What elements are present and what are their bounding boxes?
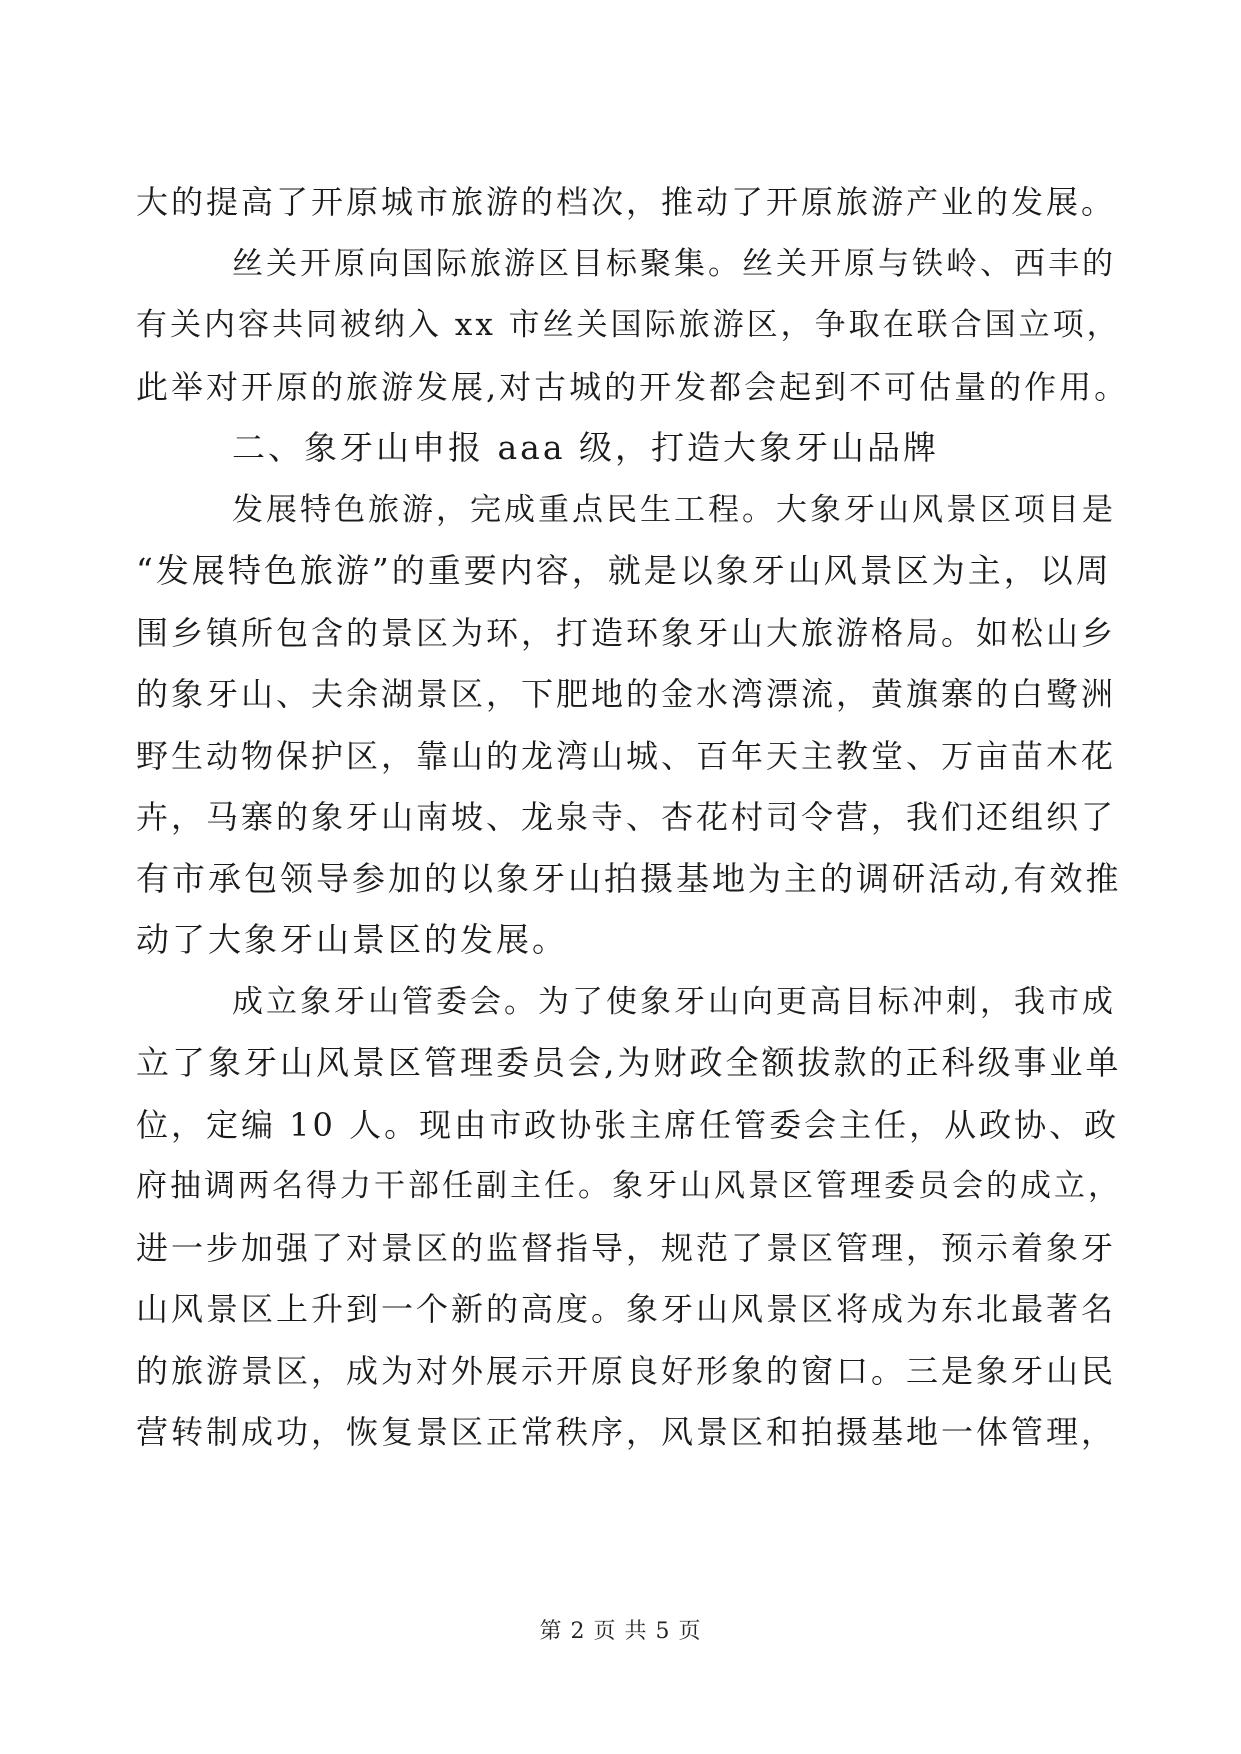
text-line: 此举对开原的旅游发展,对古城的开发都会起到不可估量的作用。 [136,368,1130,406]
text-line: 有关内容共同被纳入 xx 市丝关国际旅游区，争取在联合国立项， [136,307,1121,343]
text-line: 位，定编 10 人。现由市政协张主席任管委会主任，从政协、政 [136,1106,1120,1144]
text-line: 立了象牙山风景区管理委员会,为财政全额拔款的正科级事业单 [136,1043,1122,1082]
text-line: 动了大象牙山景区的发展。 [136,920,568,959]
text-line: 有市承包领导参加的以象牙山拍摄基地为主的调研活动,有效推 [136,859,1122,898]
text-line: 围乡镇所包含的景区为环，打造环象牙山大旅游格局。如松山乡 [136,614,1117,652]
text-line: “发展特色旅游”的重要内容，就是以象牙山风景区为主，以周 [136,551,1112,590]
text-line: 营转制成功，恢复景区正常秩序，风景区和拍摄基地一体管理， [136,1413,1117,1451]
text-line: 发展特色旅游，完成重点民生工程。大象牙山风景区项目是 [232,492,1116,528]
text-line: 丝关开原向国际旅游区目标聚集。丝关开原与铁岭、西丰的 [232,246,1116,282]
text-line: 野生动物保护区，靠山的龙湾山城、百年天主教堂、万亩苗木花 [136,737,1117,775]
text-line: 的旅游景区，成为对外展示开原良好形象的窗口。三是象牙山民 [136,1352,1117,1390]
text-line: 大的提高了开原城市旅游的档次，推动了开原旅游产业的发展。 [136,183,1117,221]
text-line: 的象牙山、夫余湖景区，下肥地的金水湾漂流，黄旗寨的白鹭洲 [136,675,1117,713]
page-footer: 第 2 页 共 5 页 [539,1619,702,1644]
text-line: 卉，马寨的象牙山南坡、龙泉寺、杏花村司令营，我们还组织了 [136,798,1117,836]
text-line: 进一步加强了对景区的监督指导，规范了景区管理，预示着象牙 [136,1229,1117,1267]
section-heading: 二、象牙山申报 aaa 级，打造大象牙山品牌 [232,428,940,467]
text-line: 府抽调两名得力干部任副主任。象牙山风景区管理委员会的成立， [136,1168,1122,1204]
text-line: 山风景区上升到一个新的高度。象牙山风景区将成为东北最著名 [136,1290,1117,1328]
text-line: 成立象牙山管委会。为了使象牙山向更高目标冲刺，我市成 [232,984,1116,1020]
